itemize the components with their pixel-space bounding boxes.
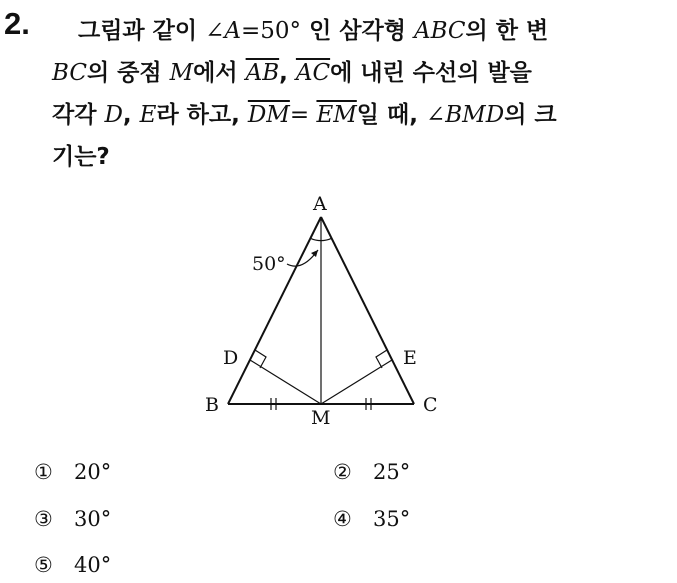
vertex-a: A: [224, 18, 242, 44]
stem-text: 인 삼각형: [301, 18, 414, 44]
point-m: M: [169, 60, 194, 86]
side-ab: [228, 217, 321, 404]
angle-symbol: ∠: [426, 102, 446, 128]
label-d: D: [223, 347, 239, 369]
stem-text: 의 한 변: [465, 18, 549, 44]
stem-text: 의 중점: [86, 60, 170, 86]
choice-marker: ④: [333, 507, 352, 531]
side-ac: [321, 217, 414, 404]
point-e: E: [139, 102, 157, 128]
stem-text: ,: [279, 60, 296, 86]
choice-2[interactable]: [333, 460, 410, 484]
right-angle-mark-e: [376, 350, 387, 368]
choice-3[interactable]: [34, 507, 111, 531]
choice-marker: ③: [34, 507, 53, 531]
choice-4[interactable]: [333, 507, 410, 531]
choice-1[interactable]: [34, 460, 111, 484]
choice-marker: ⑤: [34, 553, 53, 577]
stem-text: 에 내린 수선의 발을: [330, 60, 532, 86]
angle-value: =50°: [241, 18, 302, 44]
angle-bmd: BMD: [445, 102, 505, 128]
stem-text: 기는?: [52, 144, 110, 170]
stem-text: 각각: [52, 102, 105, 128]
choice-marker: ①: [34, 460, 53, 484]
right-angle-mark-d: [255, 350, 266, 368]
question-number: 2.: [4, 6, 30, 41]
label-c: C: [423, 394, 438, 416]
segment-ab: $\overline{AB}$: [245, 60, 280, 86]
segment-dm: $\overline{DM}$: [247, 102, 290, 128]
label-b: B: [205, 394, 219, 416]
stem-text: 일 때,: [356, 102, 426, 128]
segment-ac: $\overline{AC}$: [295, 60, 331, 86]
stem-text: 그림과 같이: [78, 18, 206, 44]
stem-text: ,: [122, 102, 140, 128]
stem-text: 라 하고,: [156, 102, 248, 128]
choice-value: 20°: [74, 460, 112, 484]
label-e: E: [403, 347, 417, 369]
arrow-head-icon: [311, 250, 318, 257]
stem-text: 의 크: [504, 102, 557, 128]
angle-symbol: ∠: [205, 18, 225, 44]
choice-value: 40°: [74, 553, 112, 577]
segment-em: $\overline{EM}$: [316, 102, 357, 128]
choice-5[interactable]: [34, 553, 111, 577]
choice-value: 30°: [74, 507, 112, 531]
segment-bc: BC: [52, 60, 87, 86]
stem-text: 에서: [193, 60, 246, 86]
triangle-abc: ABC: [413, 18, 466, 44]
angle-label: 50°: [252, 253, 286, 275]
point-d: D: [104, 102, 123, 128]
choice-value: 25°: [373, 460, 411, 484]
label-a: A: [313, 193, 327, 215]
choice-value: 35°: [373, 507, 411, 531]
equals-sign: =: [289, 102, 317, 128]
label-m: M: [311, 407, 331, 429]
choice-marker: ②: [333, 460, 352, 484]
